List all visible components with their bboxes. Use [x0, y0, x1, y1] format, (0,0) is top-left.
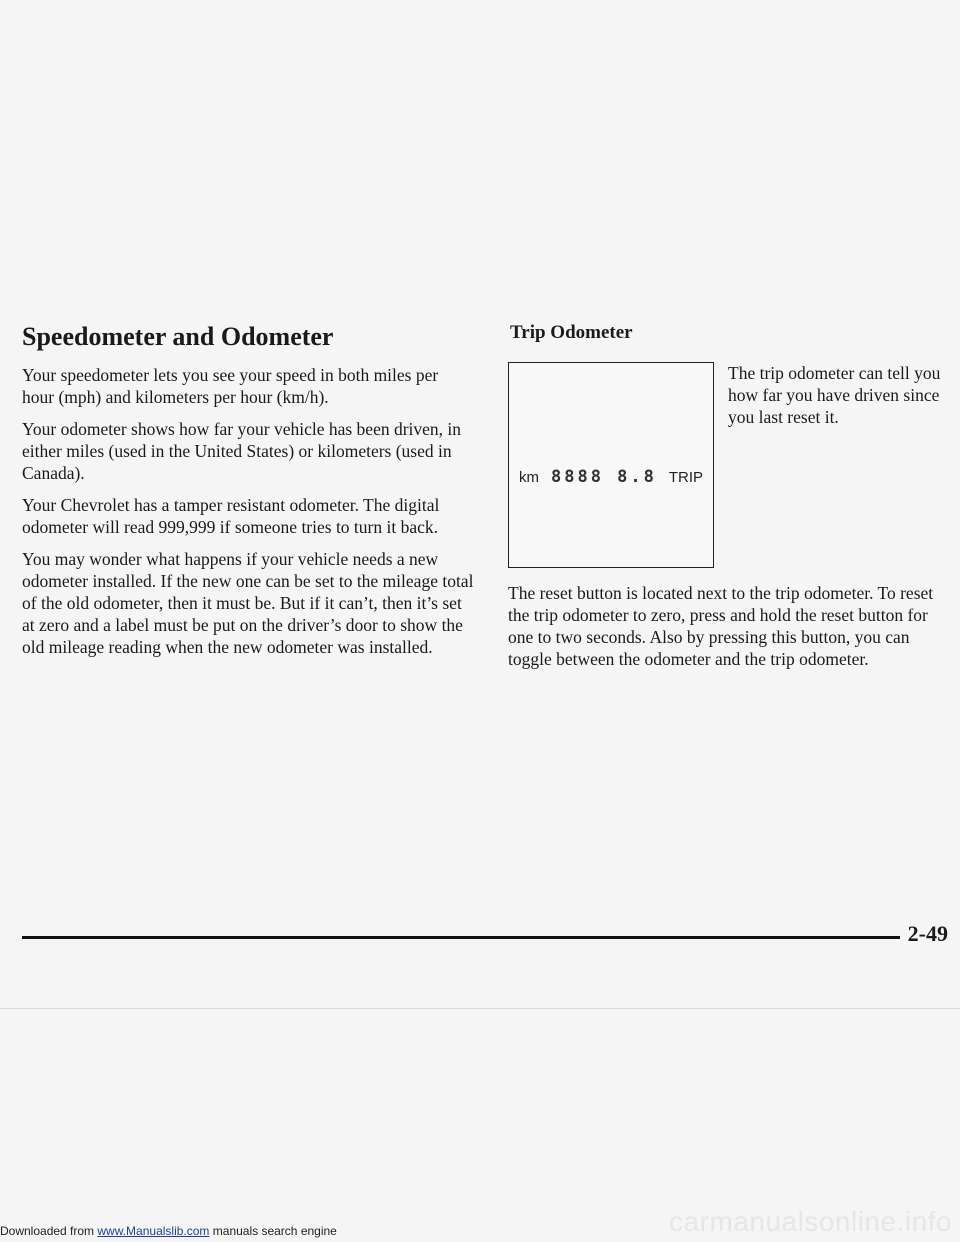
- right-column: [508, 322, 953, 680]
- paragraph-new-odometer: You may wonder what happens if your vehicle needs a new odometer installed. If the new one can be set to the mileage total of the old odometer, then it must be. But if it can’t, then it’s set at zero and a label must be put on the driver’s door to show the old mileage reading when the new odometer was installed.: [22, 549, 474, 657]
- watermark-logo: carmanualsonline.info: [669, 1206, 952, 1237]
- odometer-unit-label: km: [519, 468, 539, 486]
- paragraph-odometer-units: Your odometer shows how far your vehicle has been driven, in either miles (used in the United States) or kilometers (used in Canada).: [22, 419, 462, 483]
- download-prefix: Downloaded from: [0, 1224, 98, 1238]
- odometer-digits: 8888 8.8: [551, 467, 657, 487]
- subsection-title: Trip Odometer: [510, 322, 633, 343]
- download-suffix: manuals search engine: [209, 1224, 337, 1238]
- figure-caption: The trip odometer can tell you how far you have driven since you last reset it.: [728, 363, 941, 427]
- footer-rule: [22, 936, 900, 939]
- scan-edge-rule: [0, 1008, 960, 1009]
- trip-odometer-illustration: [508, 362, 714, 568]
- section-title: Speedometer and Odometer: [22, 322, 334, 351]
- paragraph-speed-units: Your speedometer lets you see your speed in both miles per hour (mph) and kilometers per hour (km/h).: [22, 365, 439, 407]
- trip-odometer-figure-row: [508, 362, 953, 582]
- odometer-trip-label: TRIP: [668, 468, 704, 486]
- odometer-display: [519, 467, 703, 487]
- manualslib-link[interactable]: www.Manualslib.com: [97, 1224, 210, 1238]
- left-column: [22, 322, 474, 668]
- page-number: 2-49: [907, 921, 948, 946]
- paragraph-reset-button: The reset button is located next to the trip odometer. To reset the trip odometer to zero, press and hold the reset button for one to two seconds. Also by pressing this button, you can toggle between the odometer and the trip odometer.: [508, 583, 934, 669]
- download-header: [0, 1224, 337, 1238]
- paragraph-tamper-resistant: Your Chevrolet has a tamper resistant odometer. The digital odometer will read 999,999 if someone tries to turn it back.: [22, 495, 440, 537]
